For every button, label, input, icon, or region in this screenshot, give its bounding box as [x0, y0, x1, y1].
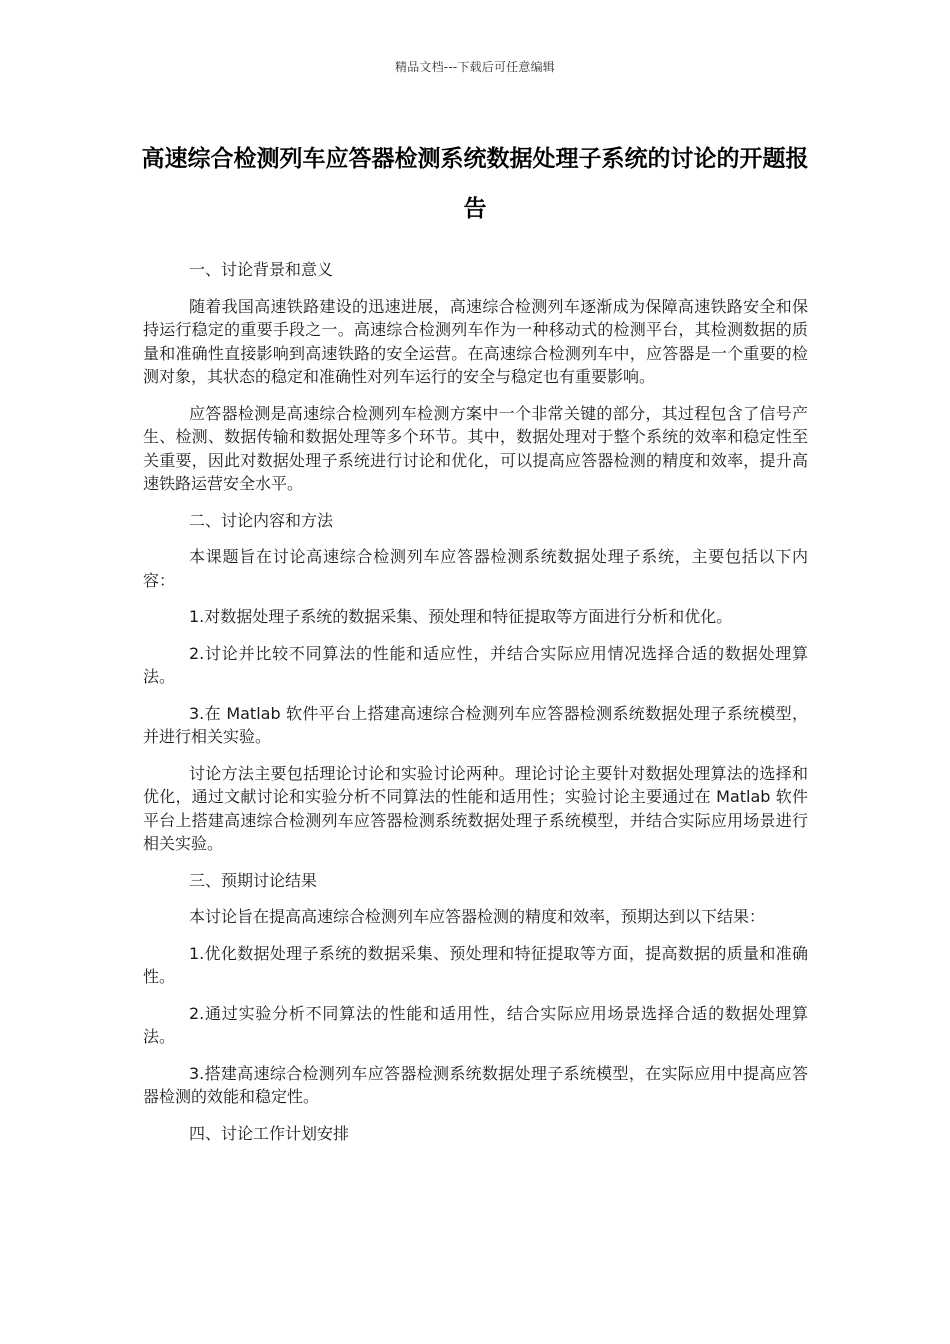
paragraph: 讨论方法主要包括理论讨论和实验讨论两种。理论讨论主要针对数据处理算法的选择和优化，通过文献讨论和实验分析不同算法的性能和适用性；实验讨论主要通过在 Matlab 软件平台上搭建高速综合检测列车应答器检测系统数据处理子系统模型，并结合实际应用场景进行相关实验。	[143, 763, 808, 853]
section-heading-expected-results: 三、预期讨论结果	[189, 870, 318, 890]
list-item: 1.优化数据处理子系统的数据采集、预处理和特征提取等方面，提高数据的质量和准确性。	[143, 943, 808, 986]
section-heading-content-methods: 二、讨论内容和方法	[189, 510, 334, 530]
section-heading-work-plan: 四、讨论工作计划安排	[189, 1123, 350, 1143]
section-heading-background: 一、讨论背景和意义	[189, 260, 334, 279]
paragraph: 应答器检测是高速综合检测列车检测方案中一个非常关键的部分，其过程包含了信号产生、检测、数据传输和数据处理等多个环节。其中，数据处理对于整个系统的效率和稳定性至关重要，因此对数据处理子系统进行讨论和优化，可以提高应答器检测的精度和效率，提升高速铁路运营安全水平。	[143, 403, 808, 493]
list-item: 3.在 Matlab 软件平台上搭建高速综合检测列车应答器检测系统数据处理子系统模型，并进行相关实验。	[143, 703, 808, 746]
list-item: 3.搭建高速综合检测列车应答器检测系统数据处理子系统模型，在实际应用中提高应答器检测的效能和稳定性。	[143, 1063, 808, 1106]
page-header-watermark: 精品文档---下载后可任意编辑	[395, 60, 555, 74]
paragraph: 随着我国高速铁路建设的迅速进展，高速综合检测列车逐渐成为保障高速铁路安全和保持运行稳定的重要手段之一。高速综合检测列车作为一种移动式的检测平台，其检测数据的质量和准确性直接影响到高速铁路的安全运营。在高速综合检测列车中，应答器是一个重要的检测对象，其状态的稳定和准确性对列车运行的安全与稳定也有重要影响。	[143, 296, 808, 386]
paragraph: 本课题旨在讨论高速综合检测列车应答器检测系统数据处理子系统，主要包括以下内容：	[143, 547, 808, 590]
document-body	[143, 258, 808, 1158]
list-item: 2.通过实验分析不同算法的性能和适用性，结合实际应用场景选择合适的数据处理算法。	[143, 1003, 808, 1046]
paragraph: 本讨论旨在提高高速综合检测列车应答器检测的精度和效率，预期达到以下结果：	[189, 907, 766, 926]
list-item: 1.对数据处理子系统的数据采集、预处理和特征提取等方面进行分析和优化。	[189, 607, 733, 626]
list-item: 2.讨论并比较不同算法的性能和适应性，并结合实际应用情况选择合适的数据处理算法。	[143, 643, 808, 686]
document-title: 高速综合检测列车应答器检测系统数据处理子系统的讨论的开题报告	[141, 146, 809, 222]
